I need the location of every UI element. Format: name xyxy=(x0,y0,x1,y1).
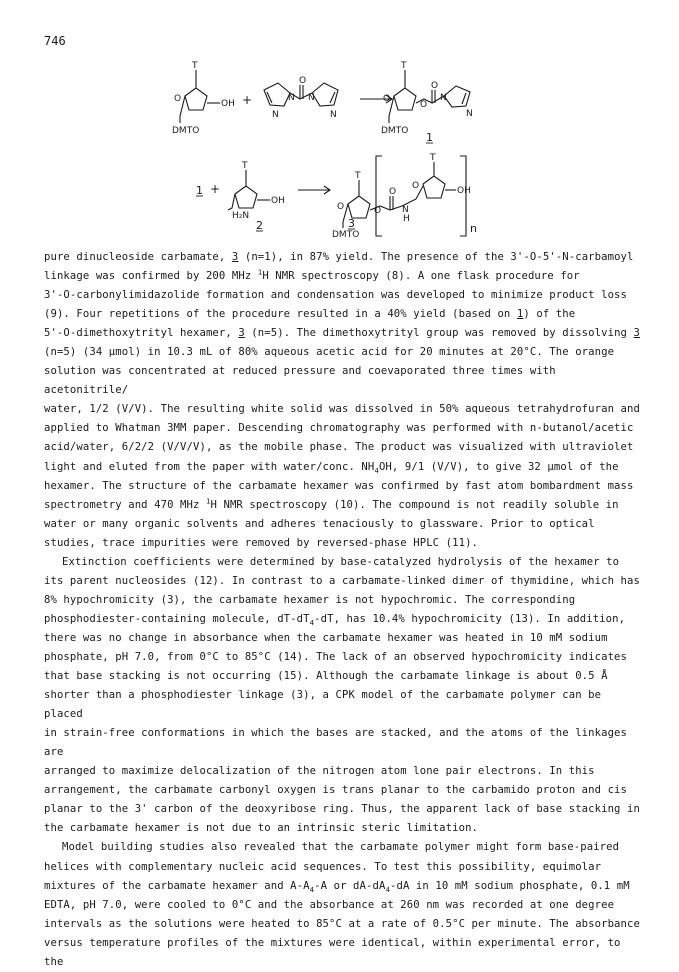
label-H2N: H₂N xyxy=(232,211,250,221)
text-line: EDTA, pH 7.0, were cooled to 0°C and the absorbance at 260 nm was recorded at one degree xyxy=(44,898,615,911)
carbonyldiimidazole xyxy=(264,83,338,106)
paragraph-3 xyxy=(44,838,644,971)
text-line: (n=5) (34 μmol) in 10.3 mL of 80% aqueous acetic acid for 20 minutes at 20°C. The orange xyxy=(44,346,615,359)
text-line: arranged to maximize delocalization of the nitrogen atom lone pair electrons. In this xyxy=(44,765,595,778)
text-line: phosphate, pH 7.0, from 0°C to 85°C (14). The lack of an observed hypochromicity indicates xyxy=(44,650,628,663)
label-O-ester: O xyxy=(420,100,428,110)
text-line: light and eluted from the paper with water/conc. $NH_4OH$, 9/1 (V/V), to give 32 μmol of the xyxy=(44,460,619,475)
label-T-c: T xyxy=(242,161,248,171)
compound-2-number: 2 xyxy=(256,219,263,232)
label-n-subscript: n xyxy=(470,222,477,235)
label-O-b: O xyxy=(383,94,391,104)
compound-1-number: 1 xyxy=(426,131,433,144)
text-line: versus temperature profiles of the mixtures were identical, within experimental error, to the xyxy=(44,936,621,968)
label-N-d: N xyxy=(402,205,409,215)
text-line: mixtures of the carbamate hexamer and $A-A_4-A$ or $dA-dA_4-dA$ in 10 mM sodium phosphate, 0.1 mM xyxy=(44,879,630,894)
label-O-d2: O xyxy=(374,206,382,216)
text-line: water or many organic solvents and adheres tenaciously to glassware. Prior to optical xyxy=(44,517,595,530)
label-N-3: N xyxy=(308,93,315,103)
text-line: helices with complementary nucleic acid sequences. To test this possibility, equimolar xyxy=(44,860,602,873)
label-OH-c: OH xyxy=(271,196,285,206)
label-N-4: N xyxy=(330,110,337,120)
plus-sign-2: + xyxy=(210,182,221,196)
text-line: 3'-O-carbonylimidazolide formation and condensation was developed to minimize product loss xyxy=(44,289,628,302)
reactant-nucleoside xyxy=(180,70,220,123)
label-OH-e: OH xyxy=(457,186,471,196)
compound-2-structure xyxy=(228,170,270,210)
paragraph-1 xyxy=(44,248,644,553)
label-O-e: O xyxy=(412,181,420,191)
label-DMTO-a: DMTO xyxy=(172,126,200,136)
reaction-arrow-2 xyxy=(298,186,330,194)
text-line: intervals as the solutions were heated to 85°C at a rate of 0.5°C per minute. The absorbance xyxy=(44,917,640,930)
label-O-d3: O xyxy=(389,187,397,197)
text-line: shorter than a phosphodiester linkage (3), a CPK model of the carbamate polymer can be placed xyxy=(44,689,602,721)
label-N-1: N xyxy=(272,110,279,120)
label-T-a: T xyxy=(192,61,198,71)
label-O-d: O xyxy=(337,202,345,212)
product-1-structure xyxy=(389,70,470,123)
label-N-b1: N xyxy=(440,93,447,103)
text-line: that base stacking is not occurring (15). Although the carbamate linkage is about 0.5 Å xyxy=(44,670,608,683)
text-line: arrangement, the carbamate carbonyl oxygen is trans planar to the carbamido proton and cis xyxy=(44,784,628,797)
label-T-b: T xyxy=(401,61,407,71)
text-line: there was no change in absorbance when the carbamate hexamer was heated in 10 mM sodium xyxy=(44,631,608,644)
text-line: linkage was confirmed by 200 MHz $^1$H NMR spectroscopy (8). A one flask procedure for xyxy=(44,267,580,283)
text-line: applied to Whatman 3MM paper. Descending chromatography was performed with n-butanol/acetic xyxy=(44,422,634,435)
label-N-b2: N xyxy=(466,109,473,119)
label-OH-a: OH xyxy=(221,99,235,109)
text-line: 8% hypochromicity (3), the carbamate hexamer is not hypochromic. The corresponding xyxy=(44,593,576,606)
text-line: the carbamate hexamer is not due to an intrinsic steric limitation. xyxy=(44,822,479,835)
page-number: 746 xyxy=(44,34,66,48)
label-T-d: T xyxy=(355,171,361,181)
compound-3-structure xyxy=(343,156,466,236)
text-line: Extinction coefficients were determined by base-catalyzed hydrolysis of the hexamer to xyxy=(62,555,620,568)
text-line: planar to the 3' carbon of the deoxyribose ring. Thus, the apparent lack of base stacking in xyxy=(44,803,640,816)
text-line: (9). Four repetitions of the procedure resulted in a 40% yield (based on 1) of the xyxy=(44,308,576,321)
label-DMTO-b: DMTO xyxy=(381,126,409,136)
text-line: Model building studies also revealed that the carbamate polymer might form base-paired xyxy=(62,841,620,854)
label-T-e: T xyxy=(430,153,436,163)
text-line: phosphodiester-containing molecule, $dT-dT_4-dT$, has 10.4% hypochromicity (13). In addition, xyxy=(44,612,626,627)
text-line: studies, trace impurities were removed by reversed-phase HPLC (11). xyxy=(44,536,479,549)
text-line: acid/water, 6/2/2 (V/V/V), as the mobile phase. The product was visualized with ultraviolet xyxy=(44,441,634,454)
text-line: 5'-O-dimethoxytrityl hexamer, 3 (n=5). The dimethoxytrityl group was removed by dissolving 3 xyxy=(44,327,640,340)
label-DMTO-d: DMTO xyxy=(332,230,360,240)
text-line: pure dinucleoside carbamate, 3 (n=1), in 87% yield. The presence of the 3'-O-5'-N-carbamoyl xyxy=(44,251,634,263)
plus-sign-1: + xyxy=(242,93,253,107)
text-line: spectrometry and 470 MHz $^1$H NMR spectroscopy (10). The compound is not readily soluble in xyxy=(44,496,619,511)
paragraph-2 xyxy=(44,553,644,839)
label-H-d: H xyxy=(403,214,410,224)
reactant-1-ref: 1 xyxy=(196,184,203,197)
text-line: water, 1/2 (V/V). The resulting white solid was dissolved in 50% aqueous tetrahydrofuran and xyxy=(44,403,640,416)
reaction-scheme xyxy=(0,0,679,240)
label-O-carbonyl: O xyxy=(299,76,307,86)
text-line: in strain-free conformations in which the bases are stacked, and the atoms of the linkages are xyxy=(44,727,628,759)
text-line: its parent nucleosides (12). In contrast to a carbamate-linked dimer of thymidine, which has xyxy=(44,574,640,587)
label-O-carbonyl-b: O xyxy=(431,81,439,91)
compound-3-number: 3 xyxy=(348,217,355,230)
text-line: hexamer. The structure of the carbamate hexamer was confirmed by fast atom bombardment mass xyxy=(44,479,634,492)
text-line: solution was concentrated at reduced pressure and coevaporated three times with acetonitrile/ xyxy=(44,365,556,397)
label-O-a: O xyxy=(174,94,182,104)
article-body xyxy=(44,248,644,972)
label-N-2: N xyxy=(288,93,295,103)
